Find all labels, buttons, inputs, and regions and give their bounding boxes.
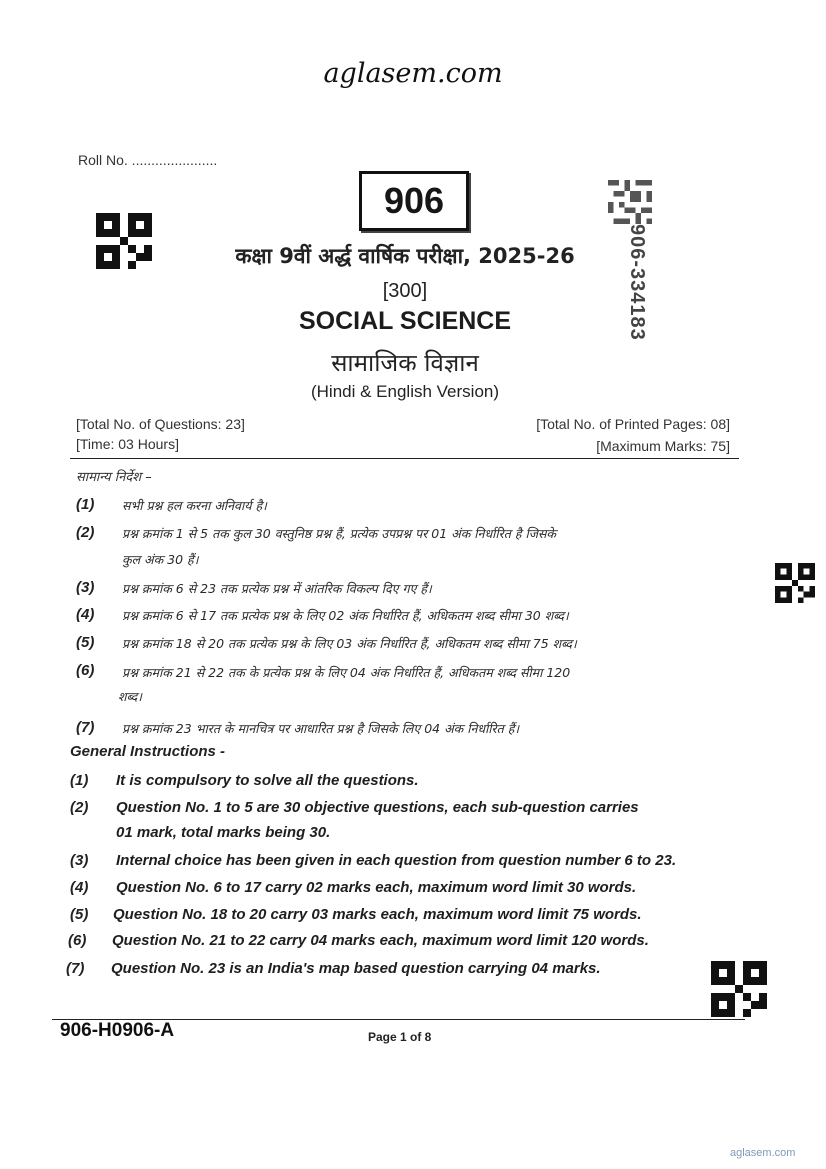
watermark: aglasem.com — [730, 1147, 796, 1159]
instruction-text: प्रश्न क्रमांक 18 से 20 तक प्रत्येक प्रश्न के लिए 03 अंक निर्धारित हैं, अधिकतम शब्द सीमा 75 शब्द। — [122, 636, 577, 651]
subject-code: [300] — [382, 280, 428, 302]
vertical-paper-code: 906-334183 — [626, 224, 648, 341]
instruction-text: Internal choice has been given in each question from question number 6 to 23. — [116, 852, 677, 869]
total-questions: [Total No. of Questions: 23] — [76, 416, 245, 432]
qr-code-icon — [96, 213, 152, 269]
instruction-text-continued: कुल अंक 30 हैं। — [122, 552, 199, 567]
instruction-number: (7) — [66, 960, 85, 977]
instruction-number: (1) — [76, 496, 95, 513]
page-number: Page 1 of 8 — [368, 1030, 432, 1044]
instruction-number: (5) — [70, 906, 89, 923]
instruction-number: (1) — [70, 772, 89, 789]
instruction-number: (3) — [70, 852, 89, 869]
instruction-text: प्रश्न क्रमांक 23 भारत के मानचित्र पर आधारित प्रश्न है जिसके लिए 04 अंक निर्धारित हैं। — [122, 721, 520, 736]
footer-paper-code: 906-H0906-A — [60, 1020, 175, 1041]
version-label: (Hindi & English Version) — [310, 382, 500, 401]
subject-hindi: सामाजिक विज्ञान — [331, 349, 479, 377]
hindi-instructions-heading: सामान्य निर्देश – — [76, 470, 152, 485]
instruction-text: सभी प्रश्न हल करना अनिवार्य है। — [122, 498, 267, 513]
instruction-number: (4) — [76, 606, 95, 623]
instruction-number: (5) — [76, 634, 95, 651]
subject-english: SOCIAL SCIENCE — [298, 307, 512, 335]
instruction-text: Question No. 21 to 22 carry 04 marks each, maximum word limit 120 words. — [112, 932, 649, 949]
instruction-text: Question No. 1 to 5 are 30 objective questions, each sub-question carries — [116, 799, 639, 816]
instruction-number: (4) — [70, 879, 89, 896]
maximum-marks: [Maximum Marks: 75] — [596, 438, 730, 454]
roll-number-field: Roll No. ...................... — [78, 152, 218, 168]
instruction-text: Question No. 23 is an India's map based question carrying 04 marks. — [111, 960, 601, 977]
instruction-text-continued: 01 mark, total marks being 30. — [116, 824, 331, 841]
site-title: aglasem.com — [323, 58, 503, 89]
instruction-number: (3) — [76, 579, 95, 596]
header-divider — [70, 458, 739, 459]
footer-qr-code-icon — [711, 961, 767, 1017]
instruction-text: प्रश्न क्रमांक 6 से 23 तक प्रत्येक प्रश्न में आंतरिक विकल्प दिए गए हैं। — [122, 581, 432, 596]
instruction-number: (2) — [70, 799, 89, 816]
instruction-number: (7) — [76, 719, 95, 736]
instruction-text: It is compulsory to solve all the questions. — [116, 772, 419, 789]
instruction-text-continued: शब्द। — [118, 689, 143, 704]
english-instructions-heading: General Instructions - — [70, 743, 226, 760]
instruction-text: प्रश्न क्रमांक 6 से 17 तक प्रत्येक प्रश्न के लिए 02 अंक निर्धारित हैं, अधिकतम शब्द सीमा 30 शब्द। — [122, 608, 569, 623]
instruction-number: (6) — [76, 662, 95, 679]
instruction-text: Question No. 6 to 17 carry 02 marks each, maximum word limit 30 words. — [116, 879, 637, 896]
barcode-qr-icon — [608, 180, 652, 224]
time-allowed: [Time: 03 Hours] — [76, 436, 179, 452]
instruction-text: प्रश्न क्रमांक 1 से 5 तक कुल 30 वस्तुनिष्ठ प्रश्न हैं, प्रत्येक उपप्रश्न पर 01 अंक निर्धारित है जिसके — [122, 526, 557, 541]
side-qr-code-icon — [775, 563, 815, 603]
instruction-text: Question No. 18 to 20 carry 03 marks each, maximum word limit 75 words. — [113, 906, 642, 923]
paper-code-box: 906 — [359, 171, 469, 231]
instruction-text: प्रश्न क्रमांक 21 से 22 तक के प्रत्येक प्रश्न के लिए 04 अंक निर्धारित हैं, अधिकतम शब्द सीमा 120 — [122, 665, 571, 680]
printed-pages: [Total No. of Printed Pages: 08] — [536, 416, 730, 432]
exam-title-hindi: कक्षा 9वीं अर्द्ध वार्षिक परीक्षा, 2025-26 — [235, 244, 575, 268]
instruction-number: (6) — [68, 932, 87, 949]
instruction-number: (2) — [76, 524, 95, 541]
